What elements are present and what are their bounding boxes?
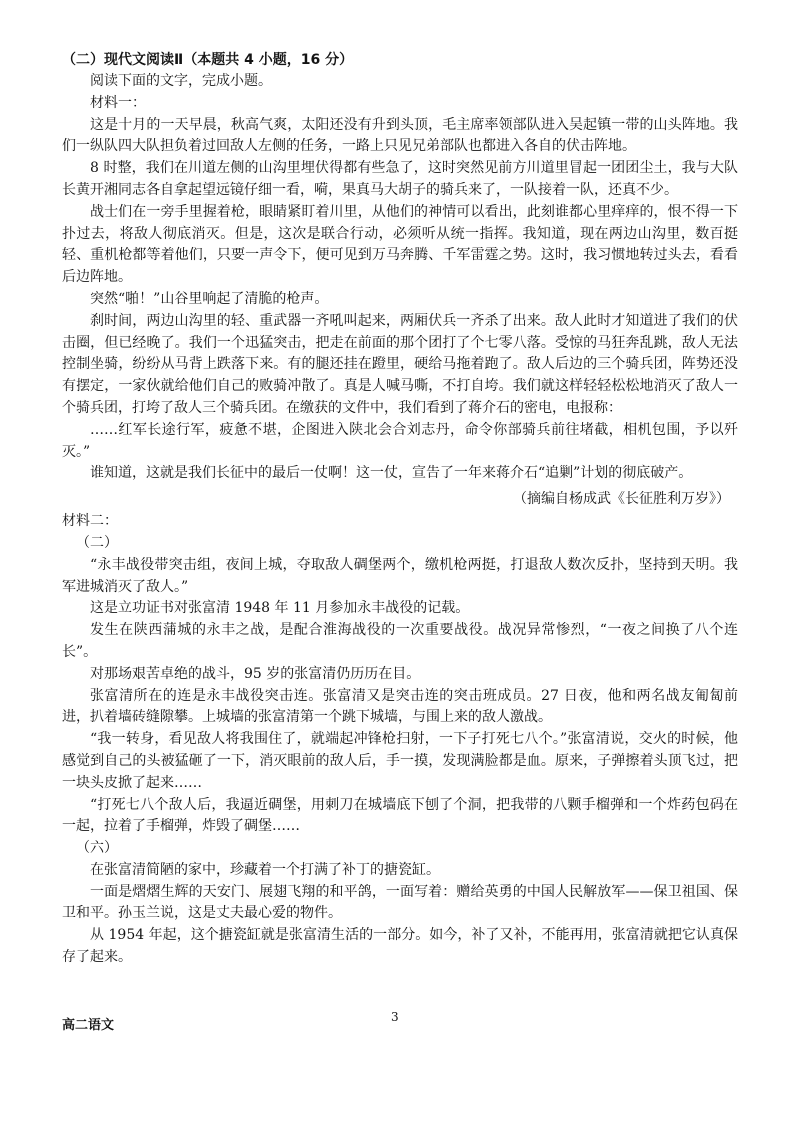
material1-paragraph: 谁知道，这就是我们长征中的最后一仗啊！这一仗，宣告了一年来蒋介石“追剿”计划的彻底破产。: [90, 465, 693, 482]
material2-paragraph: “永丰战役带突击组，夜间上城，夺取敌人碉堡两个，缴机枪两挺，打退敌人数次反扑，坚持到天明。我军进城消灭了敌人。”: [62, 556, 738, 595]
material2-paragraph: 发生在陕西蒲城的永丰之战，是配合淮海战役的一次重要战役。战况异常惨烈，“一夜之间换了八个连长”。: [62, 622, 738, 660]
material1-paragraph: 刹时间，两边山沟里的轻、重武器一齐吼叫起来，两厢伏兵一齐杀了出来。敌人此时才知道进了我们的伏击圈，但已经晚了。我们一个迅猛突击，把走在前面的那个团打了个七零八落。受惊的马狂奔乱跳，敌人无法控制坐骑，纷纷从马背上跌落下来。有的腿还挂在蹬里，硬给马拖着跑了。敌人后边的三个骑兵团，阵势还没有摆定，一家伙就给他们自己的败骑冲散了。真是人喊马嘶，不打自垮。我们就这样轻轻松松地消灭了敌人一个骑兵团，打垮了敌人三个骑兵团。在缴获的文件中，我们看到了蒋介石的密电，电报称：: [62, 312, 738, 416]
material2-paragraph: 张富清所在的连是永丰战役突击连。张富清又是突击连的突击班成员。27 日夜，他和两名战友匍匐前进，扒着墙砖缝隙攀。上城墙的张富清第一个跳下城墙，与围上来的敌人激战。: [62, 687, 738, 726]
material1-label: 材料一：: [90, 94, 146, 111]
material1-source: （摘编自杨成武《长征胜利万岁》）: [513, 491, 730, 508]
material2-paragraph: “我一转身，看见敌人将我围住了，就端起冲锋枪扫射，一下子打死七八个。”张富清说，交火的时候，他感觉到自己的头被猛砸了一下，消灭眼前的敌人后，手一摸，发现满脸都是血。原来，子弹擦着头顶飞过，把一块头皮掀了起来……: [62, 731, 738, 791]
material1-paragraph: 8 时整，我们在川道左侧的山沟里埋伏得都有些急了，这时突然见前方川道里冒起一团团尘土，我与大队长黄开湘同志各自拿起望远镜仔细一看，嗬，果真马大胡子的骑兵来了，一队接着一队，还真不少。: [62, 160, 738, 198]
material2-paragraph: 从 1954 年起，这个搪瓷缸就是张富清生活的一部分。如今，补了又补，不能再用，张富清就把它认真保存了起来。: [62, 927, 738, 966]
material2-paragraph: 这是立功证书对张富清 1948 年 11 月参加永丰战役的记载。: [90, 600, 470, 617]
material2-paragraph: “打死七八个敌人后，我逼近碉堡，用刺刀在城墙底下刨了个洞，把我带的八颗手榴弹和一个炸药包码在一起，拉着了手榴弹，炸毁了碉堡……: [62, 796, 738, 835]
material2-paragraph: 在张富清简陋的家中，珍藏着一个打满了补丁的搪瓷缸。: [90, 861, 440, 878]
material2-label: 材料二：: [62, 513, 118, 530]
instruction-text: 阅读下面的文字，完成小题。: [90, 73, 272, 89]
reading-section: [62, 49, 738, 969]
material2-paragraph: 一面是熠熠生辉的天安门、展翅飞翔的和平鸽，一面写着：赠给英勇的中国人民解放军——保卫祖国、保卫和平。孙玉兰说，这是丈夫最心爱的物件。: [62, 883, 738, 922]
page-number: 3: [391, 1010, 399, 1024]
footer-subject: 高二语文: [62, 1018, 115, 1033]
material2-section-six: （六）: [76, 840, 118, 857]
material1-paragraph: 突然“啪！”山谷里响起了清脆的枪声。: [90, 290, 329, 307]
telegram-quote: ……红军长途行军，疲惫不堪，企图进入陕北会合刘志丹，命令你部骑兵前往堵截，相机包围，予以歼灭。”: [62, 421, 738, 460]
section-heading: （二）现代文阅读Ⅱ（本题共 4 小题，16 分）: [62, 52, 354, 68]
material1-paragraph: 战士们在一旁手里握着枪，眼睛紧盯着川里，从他们的神情可以看出，此刻谁都心里痒痒的，恨不得一下扑过去，将敌人彻底消灭。但是，这次是联合行动，必须听从统一指挥。我知道，现在两边山沟里，数百挺轻、重机枪都等着他们，只要一声令下，便可见到万马奔腾、千军雷霆之势。这时，我习惯地转过头去，看看后边阵地。: [62, 203, 738, 286]
material2-paragraph: 对那场艰苦卓绝的战斗，95 岁的张富清仍历历在目。: [90, 665, 421, 682]
material2-section-two: （二）: [76, 534, 118, 551]
material1-paragraph: 这是十月的一天早晨，秋高气爽，太阳还没有升到头顶，毛主席率领部队进入吴起镇一带的山头阵地。我们一纵队四大队担负着过回敌人左侧的任务，一路上只见兄弟部队也都进入各自的伏击阵地。: [62, 116, 738, 155]
